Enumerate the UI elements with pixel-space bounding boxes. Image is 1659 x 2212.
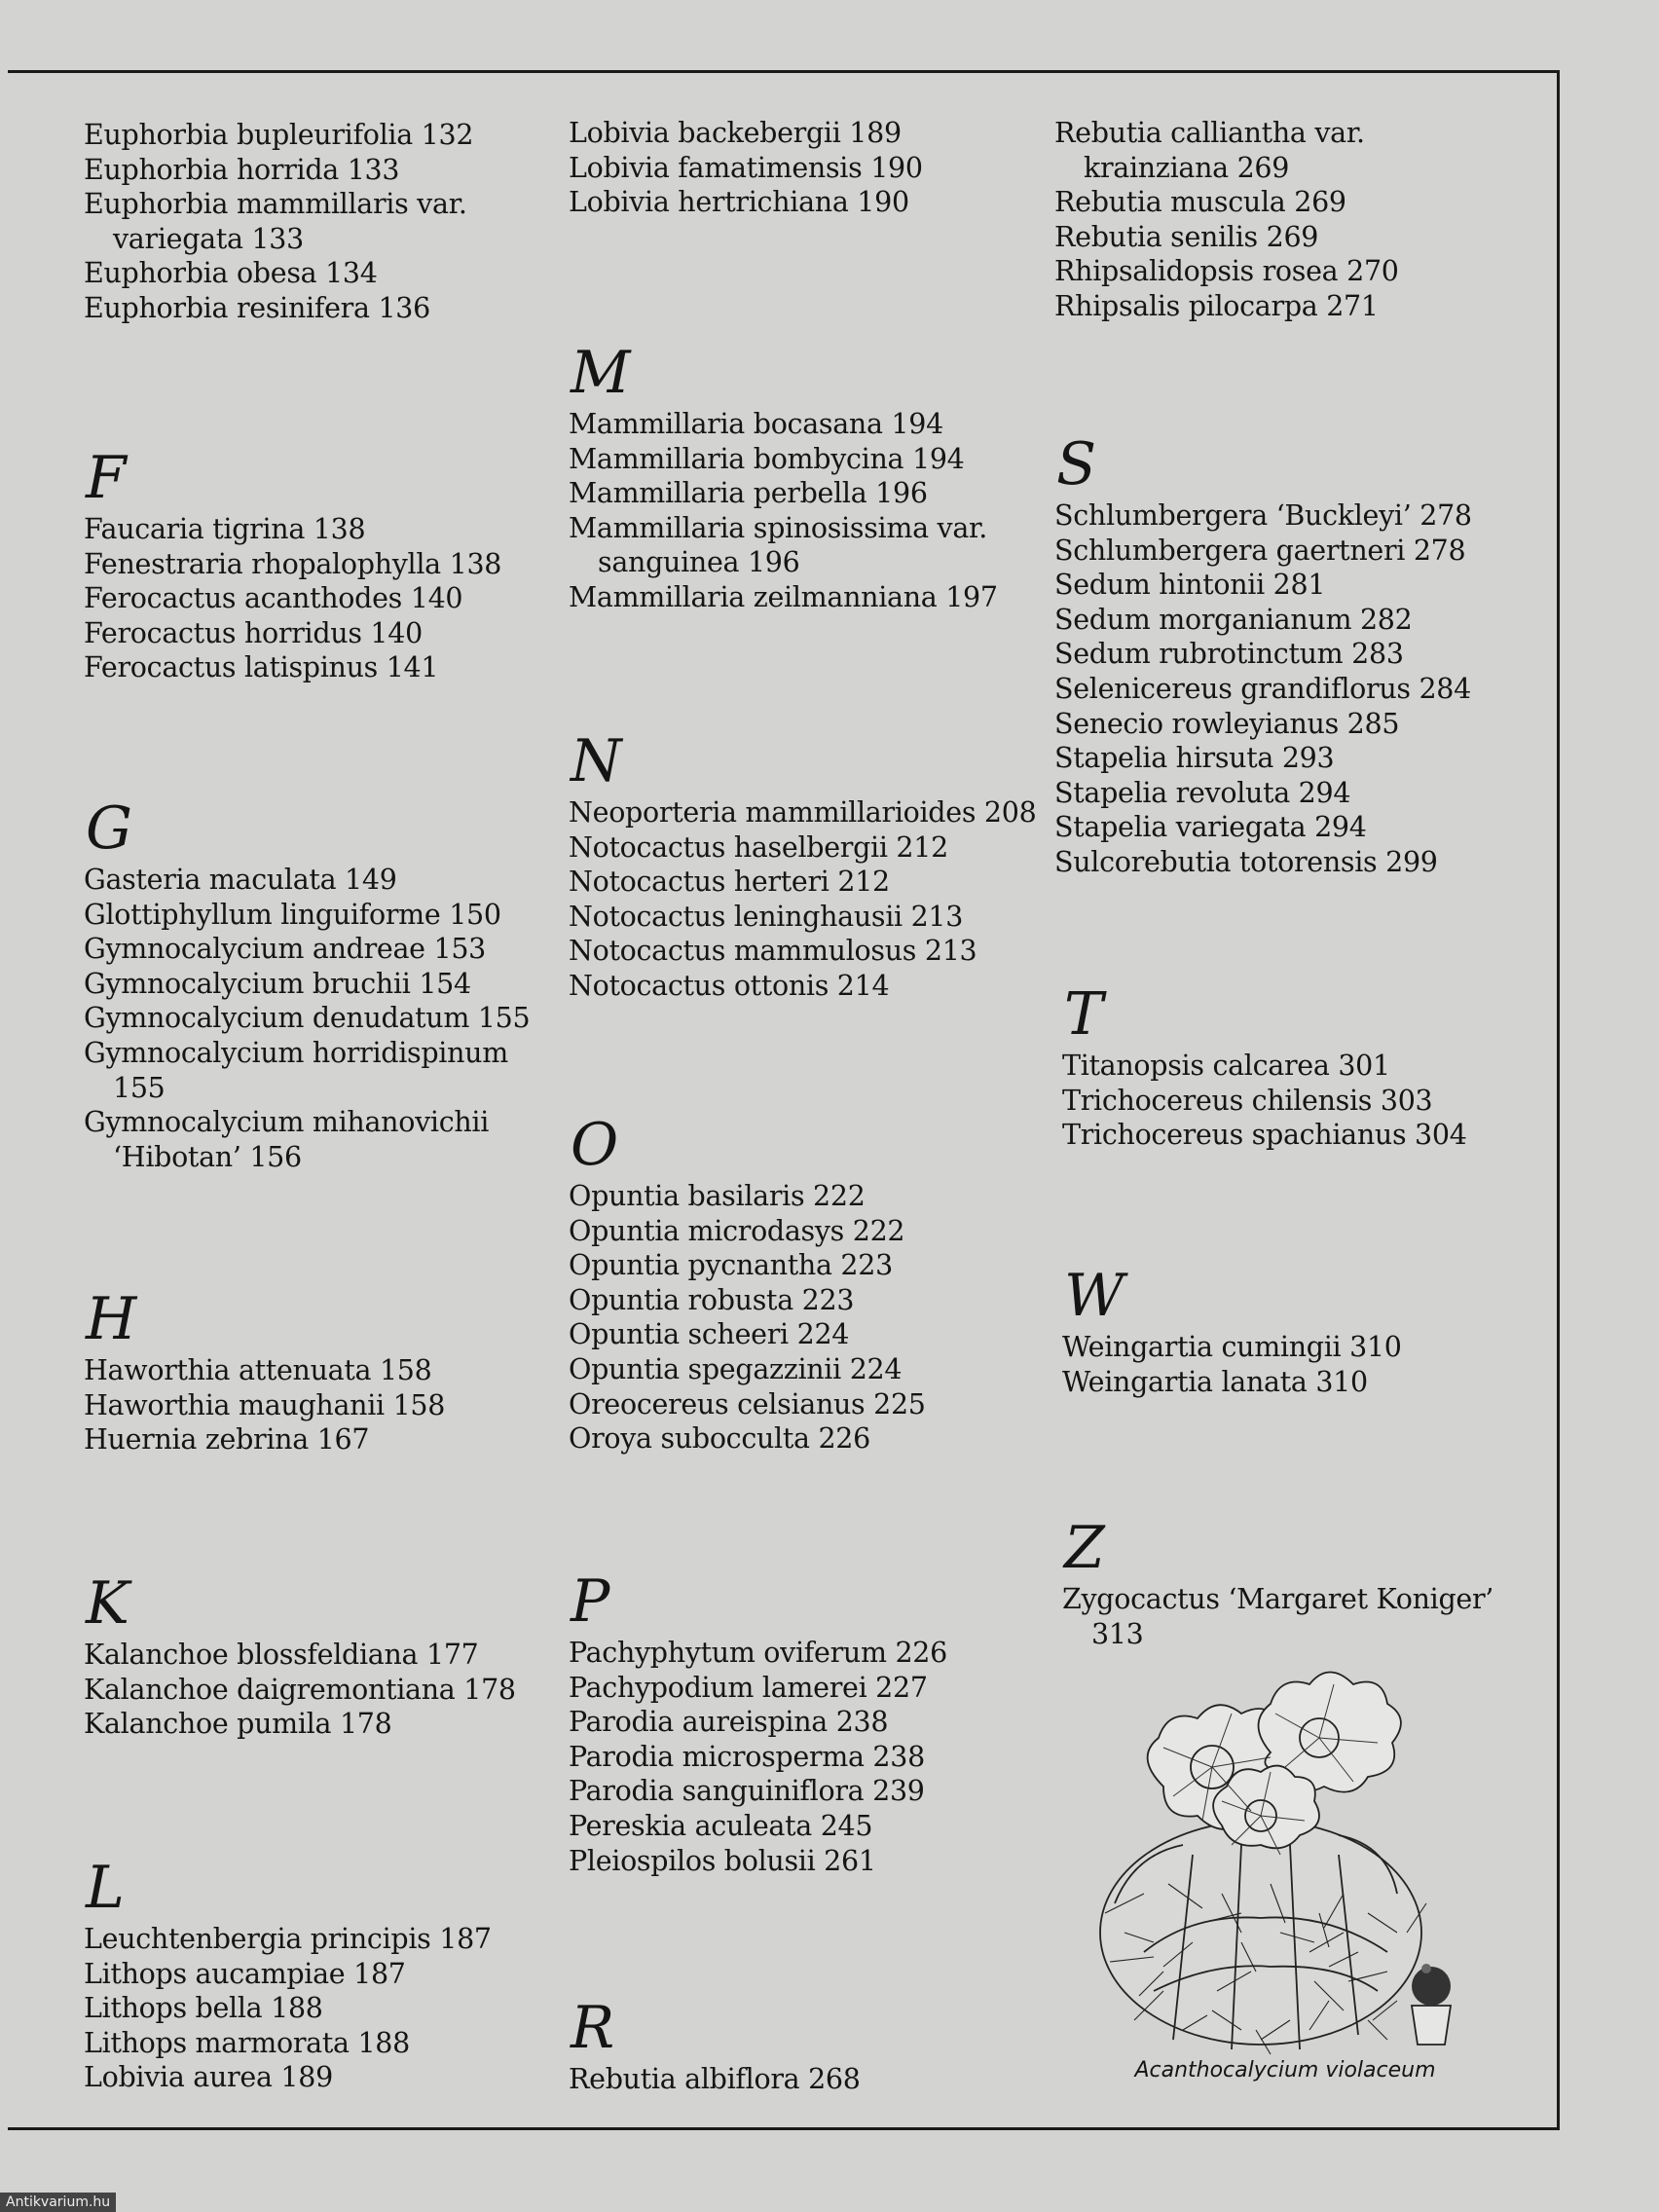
index-entry: Lobivia aurea 189	[84, 2061, 333, 2094]
index-entry: Parodia aureispina 238	[569, 1706, 889, 1739]
index-entry: Pleiospilos bolusii 261	[569, 1844, 876, 1877]
index-entry: Rhipsalis pilocarpa 271	[1054, 289, 1379, 322]
index-entry: Schlumbergera gaertneri 278	[1054, 534, 1466, 567]
index-entry: Neoporteria mammillarioides 208	[569, 796, 1037, 829]
index-entry: Opuntia pycnantha 223	[569, 1249, 893, 1282]
index-entry: Euphorbia obesa 134	[84, 257, 378, 290]
index-entry: Rebutia muscula 269	[1054, 186, 1346, 219]
index-entry: Opuntia spegazzinii 224	[569, 1352, 903, 1385]
index-entry: Mammillaria perbella 196	[569, 477, 928, 510]
index-entry: Mammillaria bocasana 194	[569, 408, 943, 440]
section-letter: G	[86, 794, 132, 863]
index-entry: Lobivia backebergii 189	[569, 117, 902, 149]
section-letter: R	[571, 1994, 615, 2062]
index-entry: Selenicereus grandiflorus 284	[1054, 672, 1471, 705]
index-entry: Glottiphyllum linguiforme 150	[84, 898, 501, 931]
index-section-t	[1062, 982, 1549, 1153]
index-section-g	[84, 796, 551, 1174]
watermark: Antikvarium.hu	[0, 2193, 116, 2212]
section-letter: L	[86, 1854, 125, 1922]
index-entry: Lithops marmorata 188	[84, 2026, 410, 2059]
index-entry: Euphorbia mammillaris var. variegata 133	[84, 188, 467, 255]
index-section-m	[569, 341, 1046, 615]
index-entry: Opuntia microdasys 222	[569, 1214, 905, 1247]
index-entry: Rebutia calliantha var. krainziana 269	[1054, 117, 1365, 184]
index-entry: Sedum hintonii 281	[1054, 569, 1326, 602]
index-entry: Lobivia famatimensis 190	[569, 151, 923, 184]
index-entry: Weingartia cumingii 310	[1062, 1331, 1402, 1363]
index-section-e	[84, 118, 551, 326]
index-entry: Ferocactus latispinus 141	[84, 651, 439, 684]
index-section-n	[569, 729, 1046, 1004]
index-entry: Zygocactus ‘Margaret Koniger’ 313	[1062, 1583, 1494, 1650]
index-entry: Parodia microsperma 238	[569, 1740, 925, 1773]
index-entry: Haworthia maughanii 158	[84, 1388, 446, 1421]
cactus-illustration	[1076, 1660, 1485, 2069]
index-section-l-cont	[569, 116, 1046, 220]
section-letter: O	[571, 1111, 619, 1179]
index-entry: Oreocereus celsianus 225	[569, 1387, 926, 1420]
section-letter: M	[571, 339, 631, 407]
section-letter: P	[571, 1567, 610, 1636]
index-entry: Schlumbergera ‘Buckleyi’ 278	[1054, 499, 1472, 532]
index-entry: Pachypodium lamerei 227	[569, 1671, 928, 1704]
index-entry: Stapelia hirsuta 293	[1054, 742, 1335, 775]
index-entry: Parodia sanguiniflora 239	[569, 1775, 925, 1808]
index-entry: Notocactus leninghausii 213	[569, 900, 964, 933]
index-section-h	[84, 1287, 551, 1457]
index-entry: Notocactus mammulosus 213	[569, 935, 977, 968]
index-entry: Opuntia basilaris 222	[569, 1180, 866, 1212]
index-entry: Sedum morganianum 282	[1054, 603, 1413, 636]
index-entry: Pereskia aculeata 245	[569, 1809, 873, 1842]
index-entry: Rebutia senilis 269	[1054, 220, 1319, 253]
index-entry: Notocactus herteri 212	[569, 866, 890, 899]
index-entry: Trichocereus spachianus 304	[1062, 1119, 1467, 1152]
index-entry: Faucaria tigrina 138	[84, 513, 366, 545]
section-letter: N	[571, 727, 622, 795]
index-entry: Fenestraria rhopalophylla 138	[84, 547, 502, 580]
index-entry: Mammillaria spinosissima var. sanguinea 196	[569, 511, 987, 579]
index-entry: Kalanchoe pumila 178	[84, 1708, 392, 1741]
index-entry: Lithops aucampiae 187	[84, 1957, 406, 1990]
index-entry: Huernia zebrina 167	[84, 1423, 370, 1456]
index-entry: Gasteria maculata 149	[84, 864, 397, 896]
section-letter: S	[1056, 430, 1097, 498]
index-entry: Notocactus ottonis 214	[569, 969, 890, 1002]
index-section-r-cont	[1054, 116, 1541, 324]
index-entry: Opuntia robusta 223	[569, 1283, 855, 1316]
index-entry: Kalanchoe blossfeldiana 177	[84, 1639, 479, 1671]
index-section-p	[569, 1569, 1046, 1878]
index-entry: Kalanchoe daigremontiana 178	[84, 1673, 516, 1706]
index-entry: Lobivia hertrichiana 190	[569, 186, 909, 219]
index-section-w	[1062, 1264, 1549, 1399]
illustration-caption: Acanthocalycium violaceum	[1134, 2058, 1436, 2083]
index-entry: Ferocactus acanthodes 140	[84, 582, 463, 615]
index-section-z	[1062, 1516, 1549, 1651]
index-entry: Notocactus haselbergii 212	[569, 830, 948, 864]
index-entry: Gymnocalycium horridispinum 155	[84, 1036, 508, 1104]
index-entry: Ferocactus horridus 140	[84, 616, 423, 649]
index-entry: Sedum rubrotinctum 283	[1054, 638, 1404, 671]
index-section-o	[569, 1113, 1046, 1456]
small-potted-cactus-icon	[1412, 1964, 1451, 2045]
index-entry: Senecio rowleyianus 285	[1054, 707, 1400, 740]
index-section-s	[1054, 432, 1541, 880]
section-letter: W	[1064, 1262, 1124, 1330]
section-letter: T	[1064, 980, 1104, 1049]
index-entry: Lithops bella 188	[84, 1992, 323, 2025]
section-letter: H	[86, 1285, 137, 1353]
index-entry: Trichocereus chilensis 303	[1062, 1084, 1433, 1117]
section-letter: F	[86, 444, 127, 512]
index-entry: Gymnocalycium andreae 153	[84, 933, 486, 966]
index-section-r	[569, 1996, 1046, 2097]
index-entry: Euphorbia horrida 133	[84, 153, 400, 186]
index-entry: Stapelia variegata 294	[1054, 811, 1367, 844]
index-entry: Gymnocalycium denudatum 155	[84, 1002, 531, 1035]
index-entry: Haworthia attenuata 158	[84, 1354, 432, 1386]
section-letter: K	[86, 1569, 129, 1638]
index-entry: Opuntia scheeri 224	[569, 1318, 850, 1351]
index-entry: Stapelia revoluta 294	[1054, 776, 1351, 809]
index-section-l	[84, 1856, 551, 2095]
index-section-f	[84, 446, 551, 685]
index-entry: Weingartia lanata 310	[1062, 1365, 1368, 1398]
section-letter: Z	[1064, 1514, 1105, 1582]
index-entry: Titanopsis calcarea 301	[1062, 1050, 1390, 1082]
index-entry: Mammillaria zeilmanniana 197	[569, 580, 998, 613]
index-entry: Rebutia albiflora 268	[569, 2063, 861, 2095]
index-section-k	[84, 1571, 551, 1742]
index-entry: Sulcorebutia totorensis 299	[1054, 845, 1438, 878]
index-entry: Gymnocalycium bruchii 154	[84, 967, 471, 1000]
index-entry: Gymnocalycium mihanovichii ‘Hibotan’ 156	[84, 1106, 490, 1173]
index-entry: Mammillaria bombycina 194	[569, 442, 965, 475]
index-entry: Rhipsalidopsis rosea 270	[1054, 255, 1399, 288]
index-entry: Pachyphytum oviferum 226	[569, 1637, 947, 1669]
index-entry: Euphorbia resinifera 136	[84, 291, 430, 324]
index-entry: Euphorbia bupleurifolia 132	[84, 119, 474, 151]
index-entry: Leuchtenbergia principis 187	[84, 1923, 492, 1955]
index-entry: Oroya subocculta 226	[569, 1422, 870, 1456]
